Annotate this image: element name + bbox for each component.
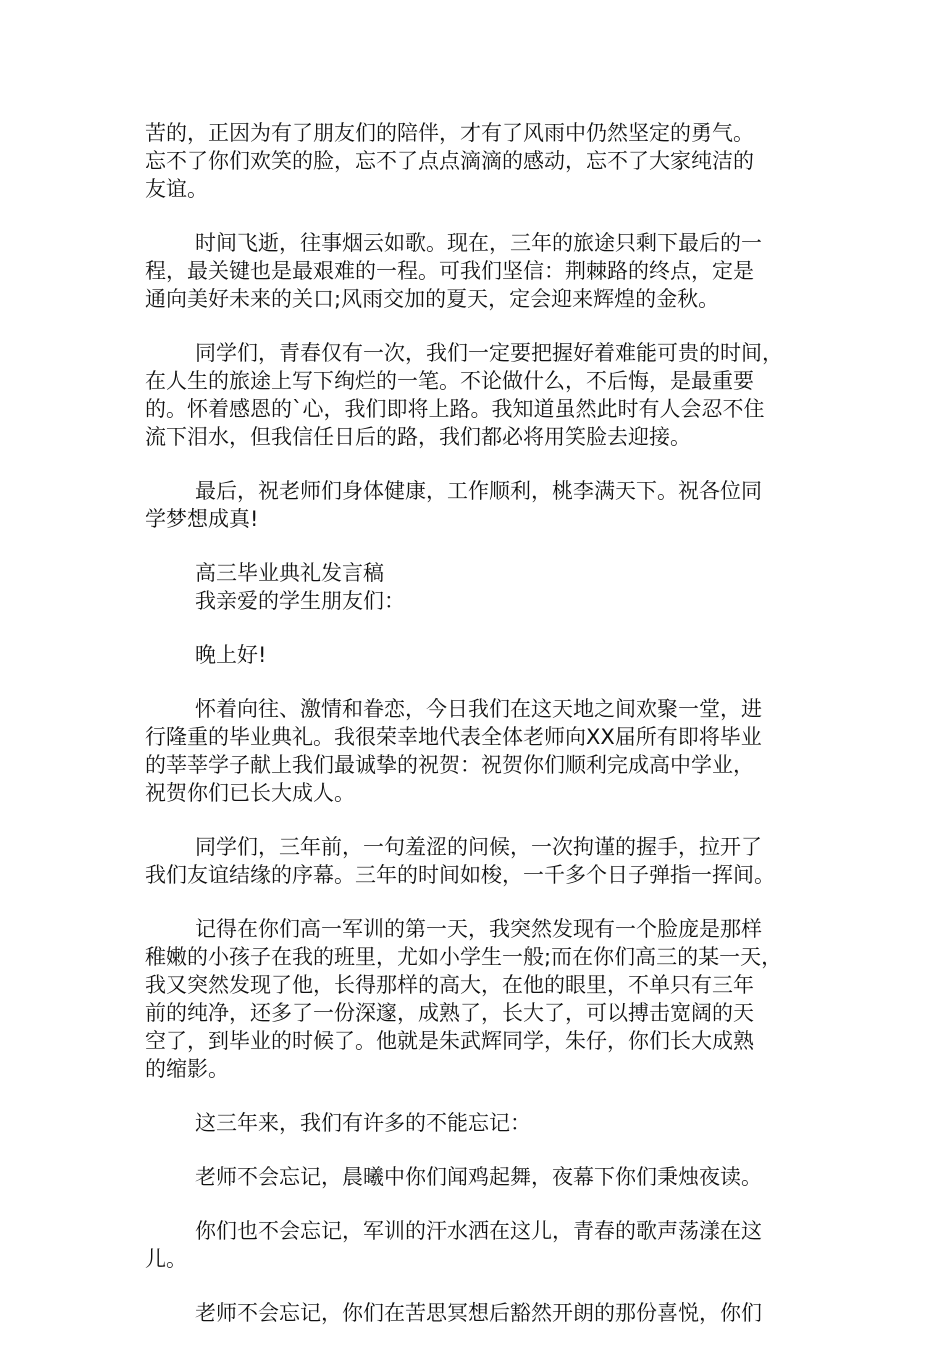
paragraph — [145, 559, 810, 587]
paragraph-line: 程，最关键也是最艰难的一程。可我们坚信：荆棘路的终点，定是 — [145, 259, 754, 283]
paragraph — [145, 1217, 810, 1273]
paragraph — [145, 641, 810, 669]
paragraph-line: 我又突然发现了他，长得那样的高大，在他的眼里，不单只有三年 — [145, 973, 754, 997]
paragraph — [145, 339, 810, 451]
paragraph — [145, 1109, 810, 1137]
paragraph-line: 苦的，正因为有了朋友们的陪伴，才有了风雨中仍然坚定的勇气。 — [145, 121, 754, 145]
paragraph — [145, 915, 810, 1083]
document-body — [145, 119, 810, 1353]
paragraph-line: 晚上好! — [195, 643, 267, 667]
paragraph-line: 我亲爱的学生朋友们： — [195, 589, 405, 613]
paragraph-line: 高三毕业典礼发言稿 — [195, 561, 384, 585]
paragraph — [145, 229, 810, 313]
paragraph-line: 流下泪水，但我信任日后的路，我们都必将用笑脸去迎接。 — [145, 425, 691, 449]
paragraph-line: 祝贺你们已长大成人。 — [145, 781, 355, 805]
paragraph-line: 友谊。 — [145, 177, 208, 201]
paragraph-line: 老师不会忘记，晨曦中你们闻鸡起舞，夜幕下你们秉烛夜读。 — [195, 1165, 762, 1189]
paragraph-line: 的莘莘学子献上我们最诚挚的祝贺：祝贺你们顺利完成高中学业， — [145, 753, 754, 777]
paragraph-line: 在人生的旅途上写下绚烂的一笔。不论做什么，不后悔，是最重要 — [145, 369, 754, 393]
paragraph — [145, 119, 810, 203]
paragraph-line: 你们也不会忘记，军训的汗水洒在这儿，青春的歌声荡漾在这 — [195, 1219, 762, 1243]
paragraph-line: 通向美好未来的关口;风雨交加的夏天，定会迎来辉煌的金秋。 — [145, 287, 720, 311]
paragraph — [145, 1163, 810, 1191]
paragraph-line: 我们友谊结缘的序幕。三年的时间如梭，一千多个日子弹指一挥间。 — [145, 863, 775, 887]
paragraph-line: 时间飞逝，往事烟云如歌。现在，三年的旅途只剩下最后的一 — [195, 231, 762, 255]
paragraph — [145, 833, 810, 889]
paragraph-line: 稚嫩的小孩子在我的班里，尤如小学生一般;而在你们高三的某一天， — [145, 945, 783, 969]
paragraph-line: 的缩影。 — [145, 1057, 229, 1081]
paragraph-line: 空了，到毕业的时候了。他就是朱武辉同学，朱仔，你们长大成熟 — [145, 1029, 754, 1053]
paragraph-line: 学梦想成真! — [145, 507, 259, 531]
paragraph-line: 同学们，青春仅有一次，我们一定要把握好着难能可贵的时间， — [195, 341, 783, 365]
paragraph-line: 行隆重的毕业典礼。我很荣幸地代表全体老师向XX届所有即将毕业 — [145, 725, 762, 749]
paragraph-line: 的。怀着感恩的`心，我们即将上路。我知道虽然此时有人会忍不住 — [145, 397, 765, 421]
paragraph-line: 记得在你们高一军训的第一天，我突然发现有一个脸庞是那样 — [195, 917, 762, 941]
paragraph — [145, 477, 810, 533]
paragraph-line: 忘不了你们欢笑的脸，忘不了点点滴滴的感动，忘不了大家纯洁的 — [145, 149, 754, 173]
paragraph-line: 同学们，三年前，一句羞涩的问候，一次拘谨的握手，拉开了 — [195, 835, 762, 859]
paragraph-line: 怀着向往、激情和眷恋，今日我们在这天地之间欢聚一堂，进 — [195, 697, 762, 721]
paragraph-line: 儿。 — [145, 1247, 187, 1271]
paragraph — [145, 587, 810, 615]
paragraph-line: 最后，祝老师们身体健康，工作顺利，桃李满天下。祝各位同 — [195, 479, 762, 503]
paragraph — [145, 695, 810, 807]
paragraph-line: 这三年来，我们有许多的不能忘记： — [195, 1111, 531, 1135]
paragraph-line: 老师不会忘记，你们在苦思冥想后豁然开朗的那份喜悦，你们 — [195, 1301, 762, 1325]
paragraph — [145, 1299, 810, 1327]
paragraph-line: 前的纯净，还多了一份深邃，成熟了，长大了，可以搏击宽阔的天 — [145, 1001, 754, 1025]
